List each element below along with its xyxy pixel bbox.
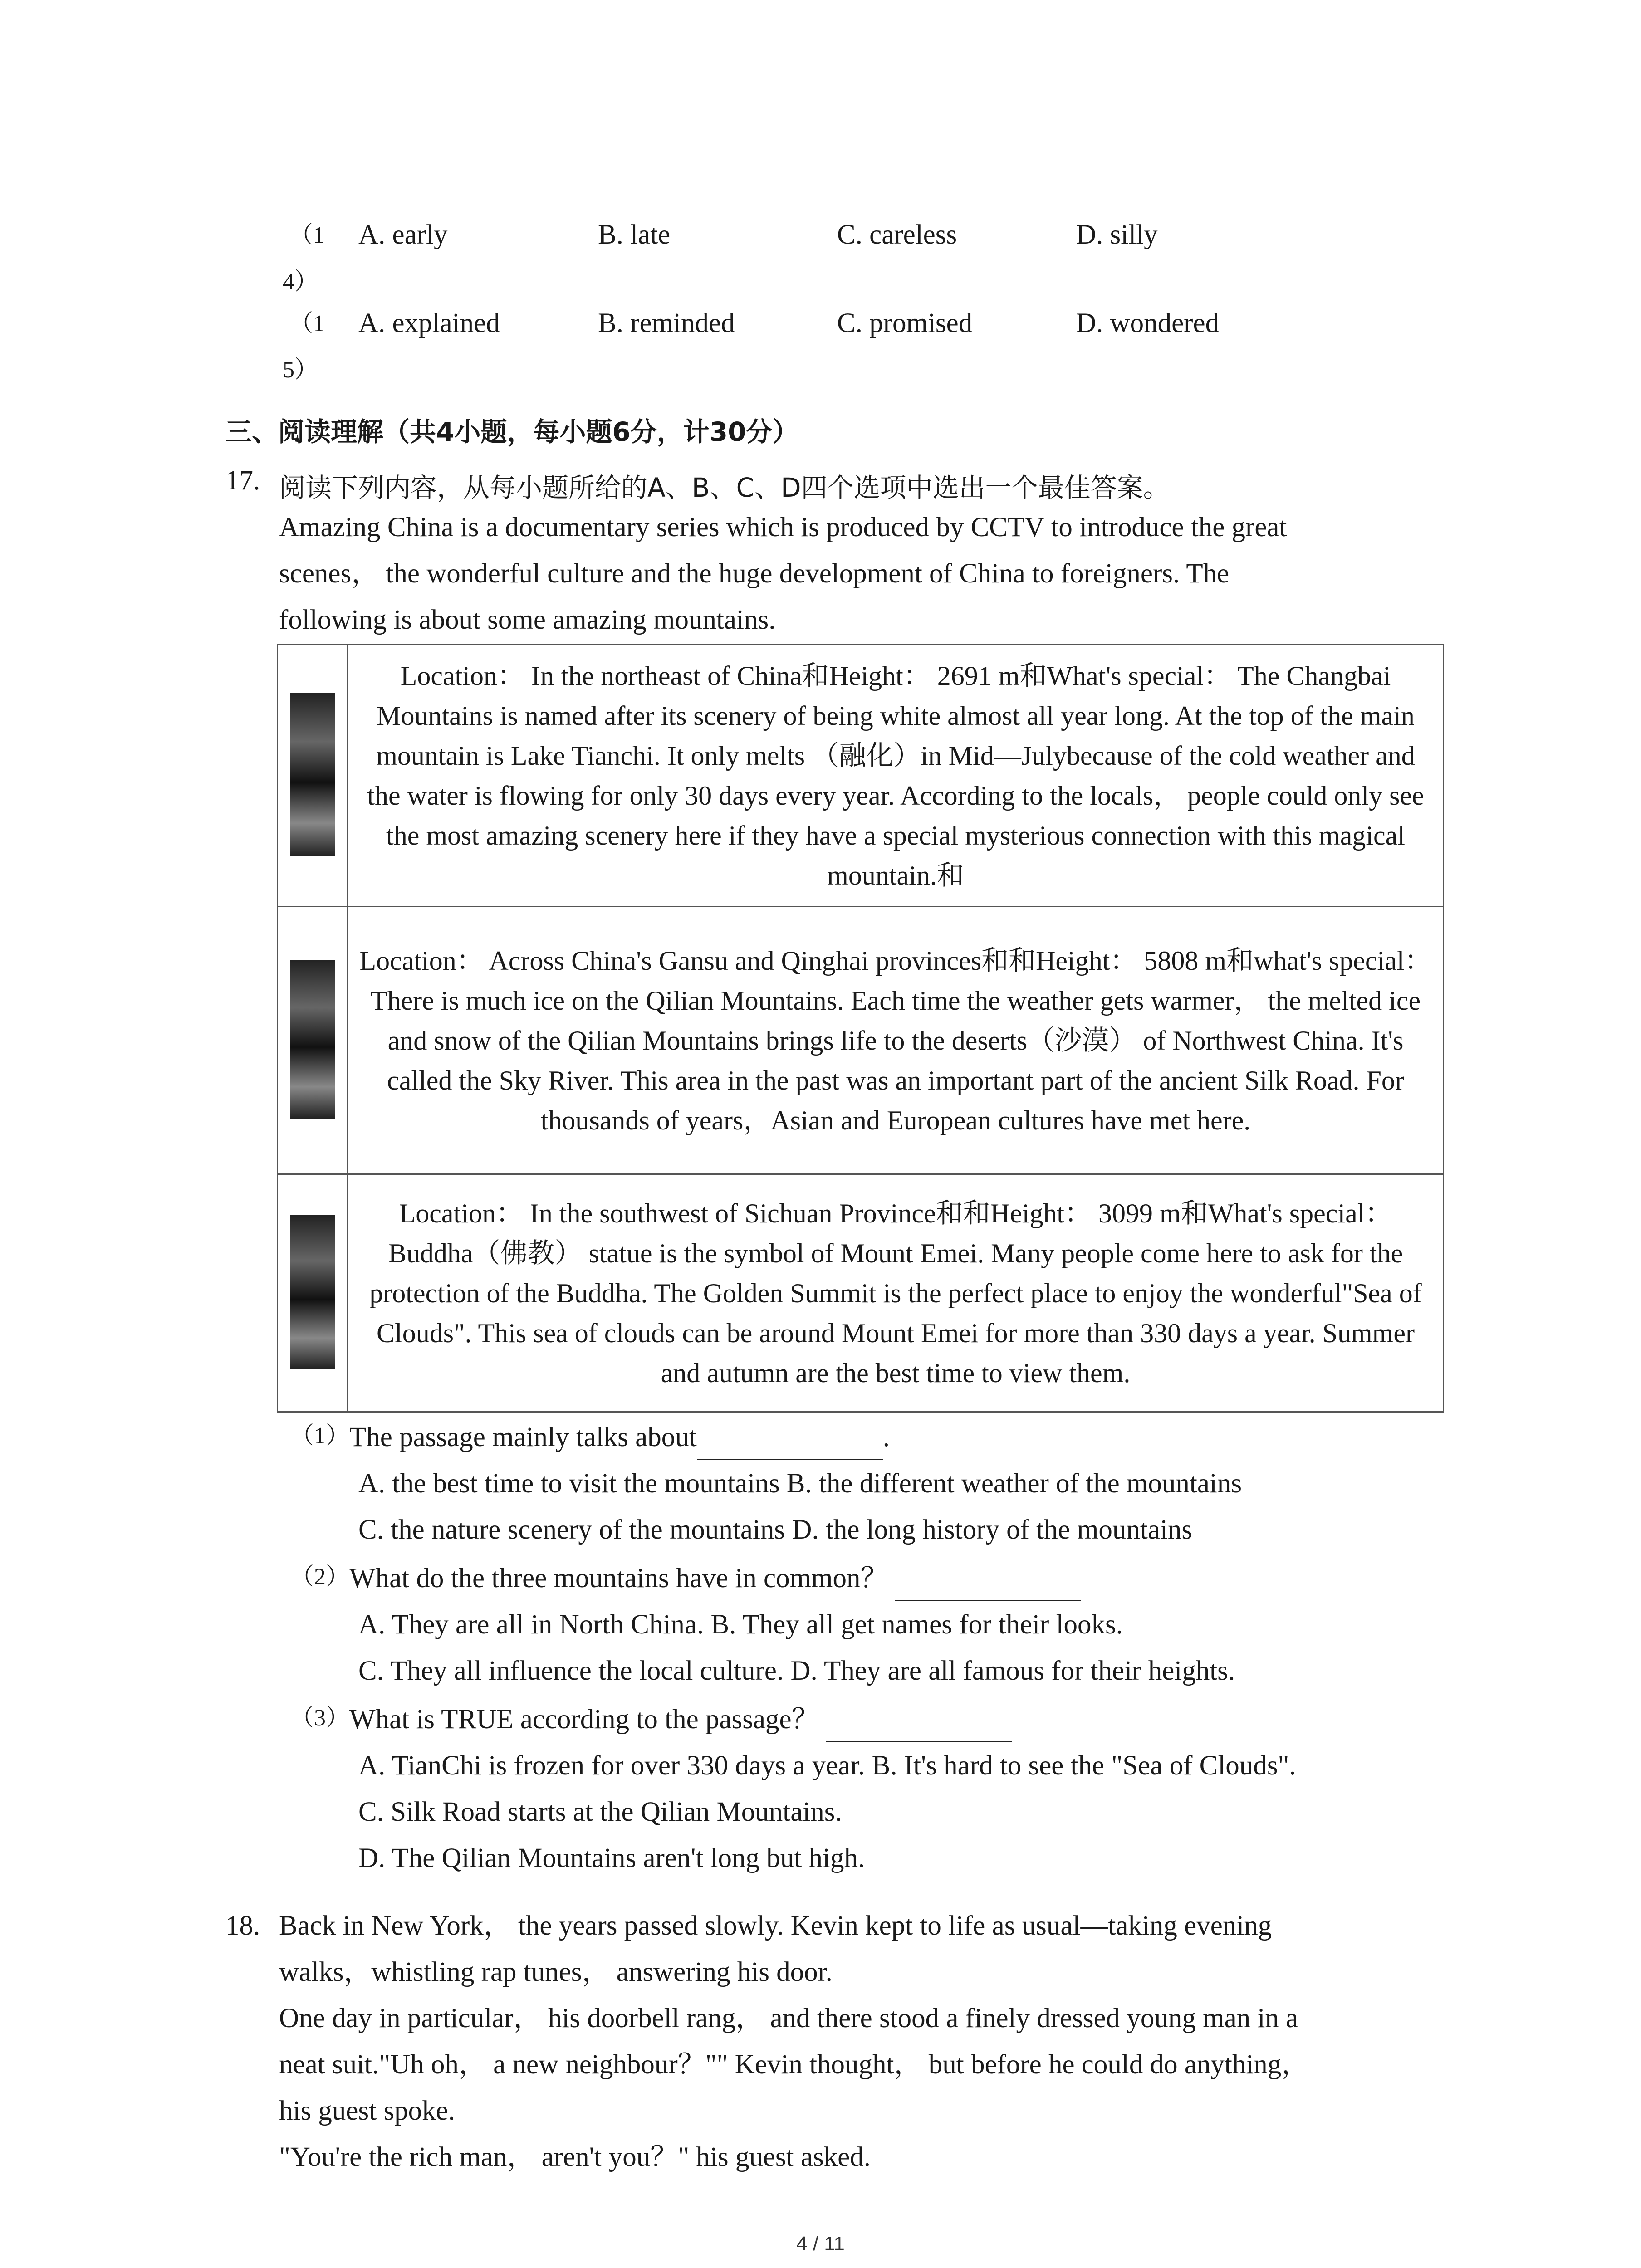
q14-number-bottom: 4）: [283, 269, 318, 295]
q18-line-2: walks，whistling rap tunes， answering his door.: [279, 1957, 833, 1987]
subq3-stem: What is TRUE according to the passage？: [349, 1697, 1012, 1742]
q14-option-d: D. silly: [1076, 220, 1158, 250]
subq2-number: （2）: [290, 1564, 350, 1590]
q18-line-1: Back in New York， the years passed slowly. Kevin kept to life as usual—taking evening: [279, 1911, 1272, 1941]
q17-intro-line-1: Amazing China is a documentary series which is produced by CCTV to introduce the great: [279, 512, 1287, 543]
subq3-options-line-3: D. The Qilian Mountains aren't long but high.: [358, 1843, 865, 1873]
q14-option-b: B. late: [598, 220, 671, 250]
qilian-mountain-photo-icon: [290, 960, 335, 1119]
q17-instruction: 阅读下列内容，从每小题所给的A、B、C、D四个选项中选出一个最佳答案。: [279, 472, 1170, 503]
row-image-cell: [278, 645, 348, 907]
q17-number: 17.: [225, 465, 260, 496]
q15-option-c: C. promised: [837, 308, 973, 338]
subq2-options-line-2: C. They all influence the local culture. D. They are all famous for their heights.: [358, 1656, 1235, 1686]
q17-intro-line-2: scenes， the wonderful culture and the huge development of China to foreigners. The: [279, 558, 1230, 589]
mount-emei-photo-icon: [290, 1215, 335, 1369]
subq3-number: （3）: [290, 1705, 350, 1731]
subq1-number: （1）: [290, 1423, 350, 1449]
q18-line-6: "You're the rich man， aren't you？" his guest asked.: [279, 2142, 871, 2172]
table-row: [278, 907, 1444, 1174]
subq1-options-line-1: A. the best time to visit the mountains B. the different weather of the mountains: [358, 1468, 1242, 1499]
q15-number-bottom: 5）: [283, 357, 318, 383]
answer-blank[interactable]: [697, 1432, 883, 1460]
q15-option-b: B. reminded: [598, 308, 735, 338]
row-image-cell: [278, 1174, 348, 1412]
q17-intro-line-3: following is about some amazing mountains.: [279, 605, 776, 635]
q14-number-top: （1: [289, 222, 325, 248]
mountains-table: [277, 644, 1444, 1413]
q15-option-a: A. explained: [358, 308, 500, 338]
table-row: [278, 1174, 1444, 1412]
answer-blank[interactable]: [826, 1714, 1012, 1742]
page-number: 4 / 11: [796, 2233, 845, 2255]
changbai-description: Location： In the northeast of China和Height： 2691 m和What's special： The Changbai Mountains is named after its scenery of being white almost all year long. At the top of the main mountain is Lake Tianchi. It only melts （融化）in Mid—Julybecause of the cold weather and the water is flowing for only 30 days every year. According to the locals， people could only see the most amazing scenery here if they have a special mysterious connection with this magical mountain.和: [348, 645, 1444, 907]
subq1-options-line-2: C. the nature scenery of the mountains D. the long history of the mountains: [358, 1515, 1193, 1545]
q15-number-top: （1: [289, 311, 325, 337]
section-title: 三、阅读理解（共4小题，每小题6分，计30分）: [225, 416, 799, 447]
q18-line-4: neat suit."Uh oh， a new neighbour？"" Kevin thought， but before he could do anything，: [279, 2049, 1309, 2080]
q18-line-5: his guest spoke.: [279, 2096, 456, 2126]
subq3-options-line-1: A. TianChi is frozen for over 330 days a year. B. It's hard to see the "Sea of Clouds".: [358, 1750, 1296, 1781]
subq3-options-line-2: C. Silk Road starts at the Qilian Mountains.: [358, 1797, 842, 1827]
subq1-stem: The passage mainly talks about .: [349, 1415, 890, 1460]
changbai-mountain-photo-icon: [290, 693, 335, 856]
q18-line-3: One day in particular， his doorbell rang， and there stood a finely dressed young man in a: [279, 2003, 1298, 2033]
q14-option-a: A. early: [358, 220, 448, 250]
qilian-description: Location： Across China's Gansu and Qinghai provinces和和Height： 5808 m和what's special： There is much ice on the Qilian Mountains. Each time the weather gets warmer， the melted ice and snow of the Qilian Mountains brings life to the deserts（沙漠） of Northwest China. It's called the Sky River. This area in the past was an important part of the ancient Silk Road. For thousands of years，Asian and European cultures have met here.: [348, 907, 1444, 1174]
q18-number: 18.: [225, 1911, 260, 1941]
row-image-cell: [278, 907, 348, 1174]
subq2-options-line-1: A. They are all in North China. B. They all get names for their looks.: [358, 1609, 1123, 1640]
emei-description: Location： In the southwest of Sichuan Province和和Height： 3099 m和What's special： Buddha（佛教） statue is the symbol of Mount Emei. Many people come here to ask for the protection of the Buddha. The Golden Summit is the perfect place to enjoy the wonderful"Sea of Clouds". This sea of clouds can be around Mount Emei for more than 330 days a year. Summer and autumn are the best time to view them.: [348, 1174, 1444, 1412]
subq2-stem: What do the three mountains have in common？: [349, 1556, 1081, 1601]
q15-option-d: D. wondered: [1076, 308, 1220, 338]
table-row: [278, 645, 1444, 907]
answer-blank[interactable]: [895, 1573, 1081, 1601]
q14-option-c: C. careless: [837, 220, 957, 250]
